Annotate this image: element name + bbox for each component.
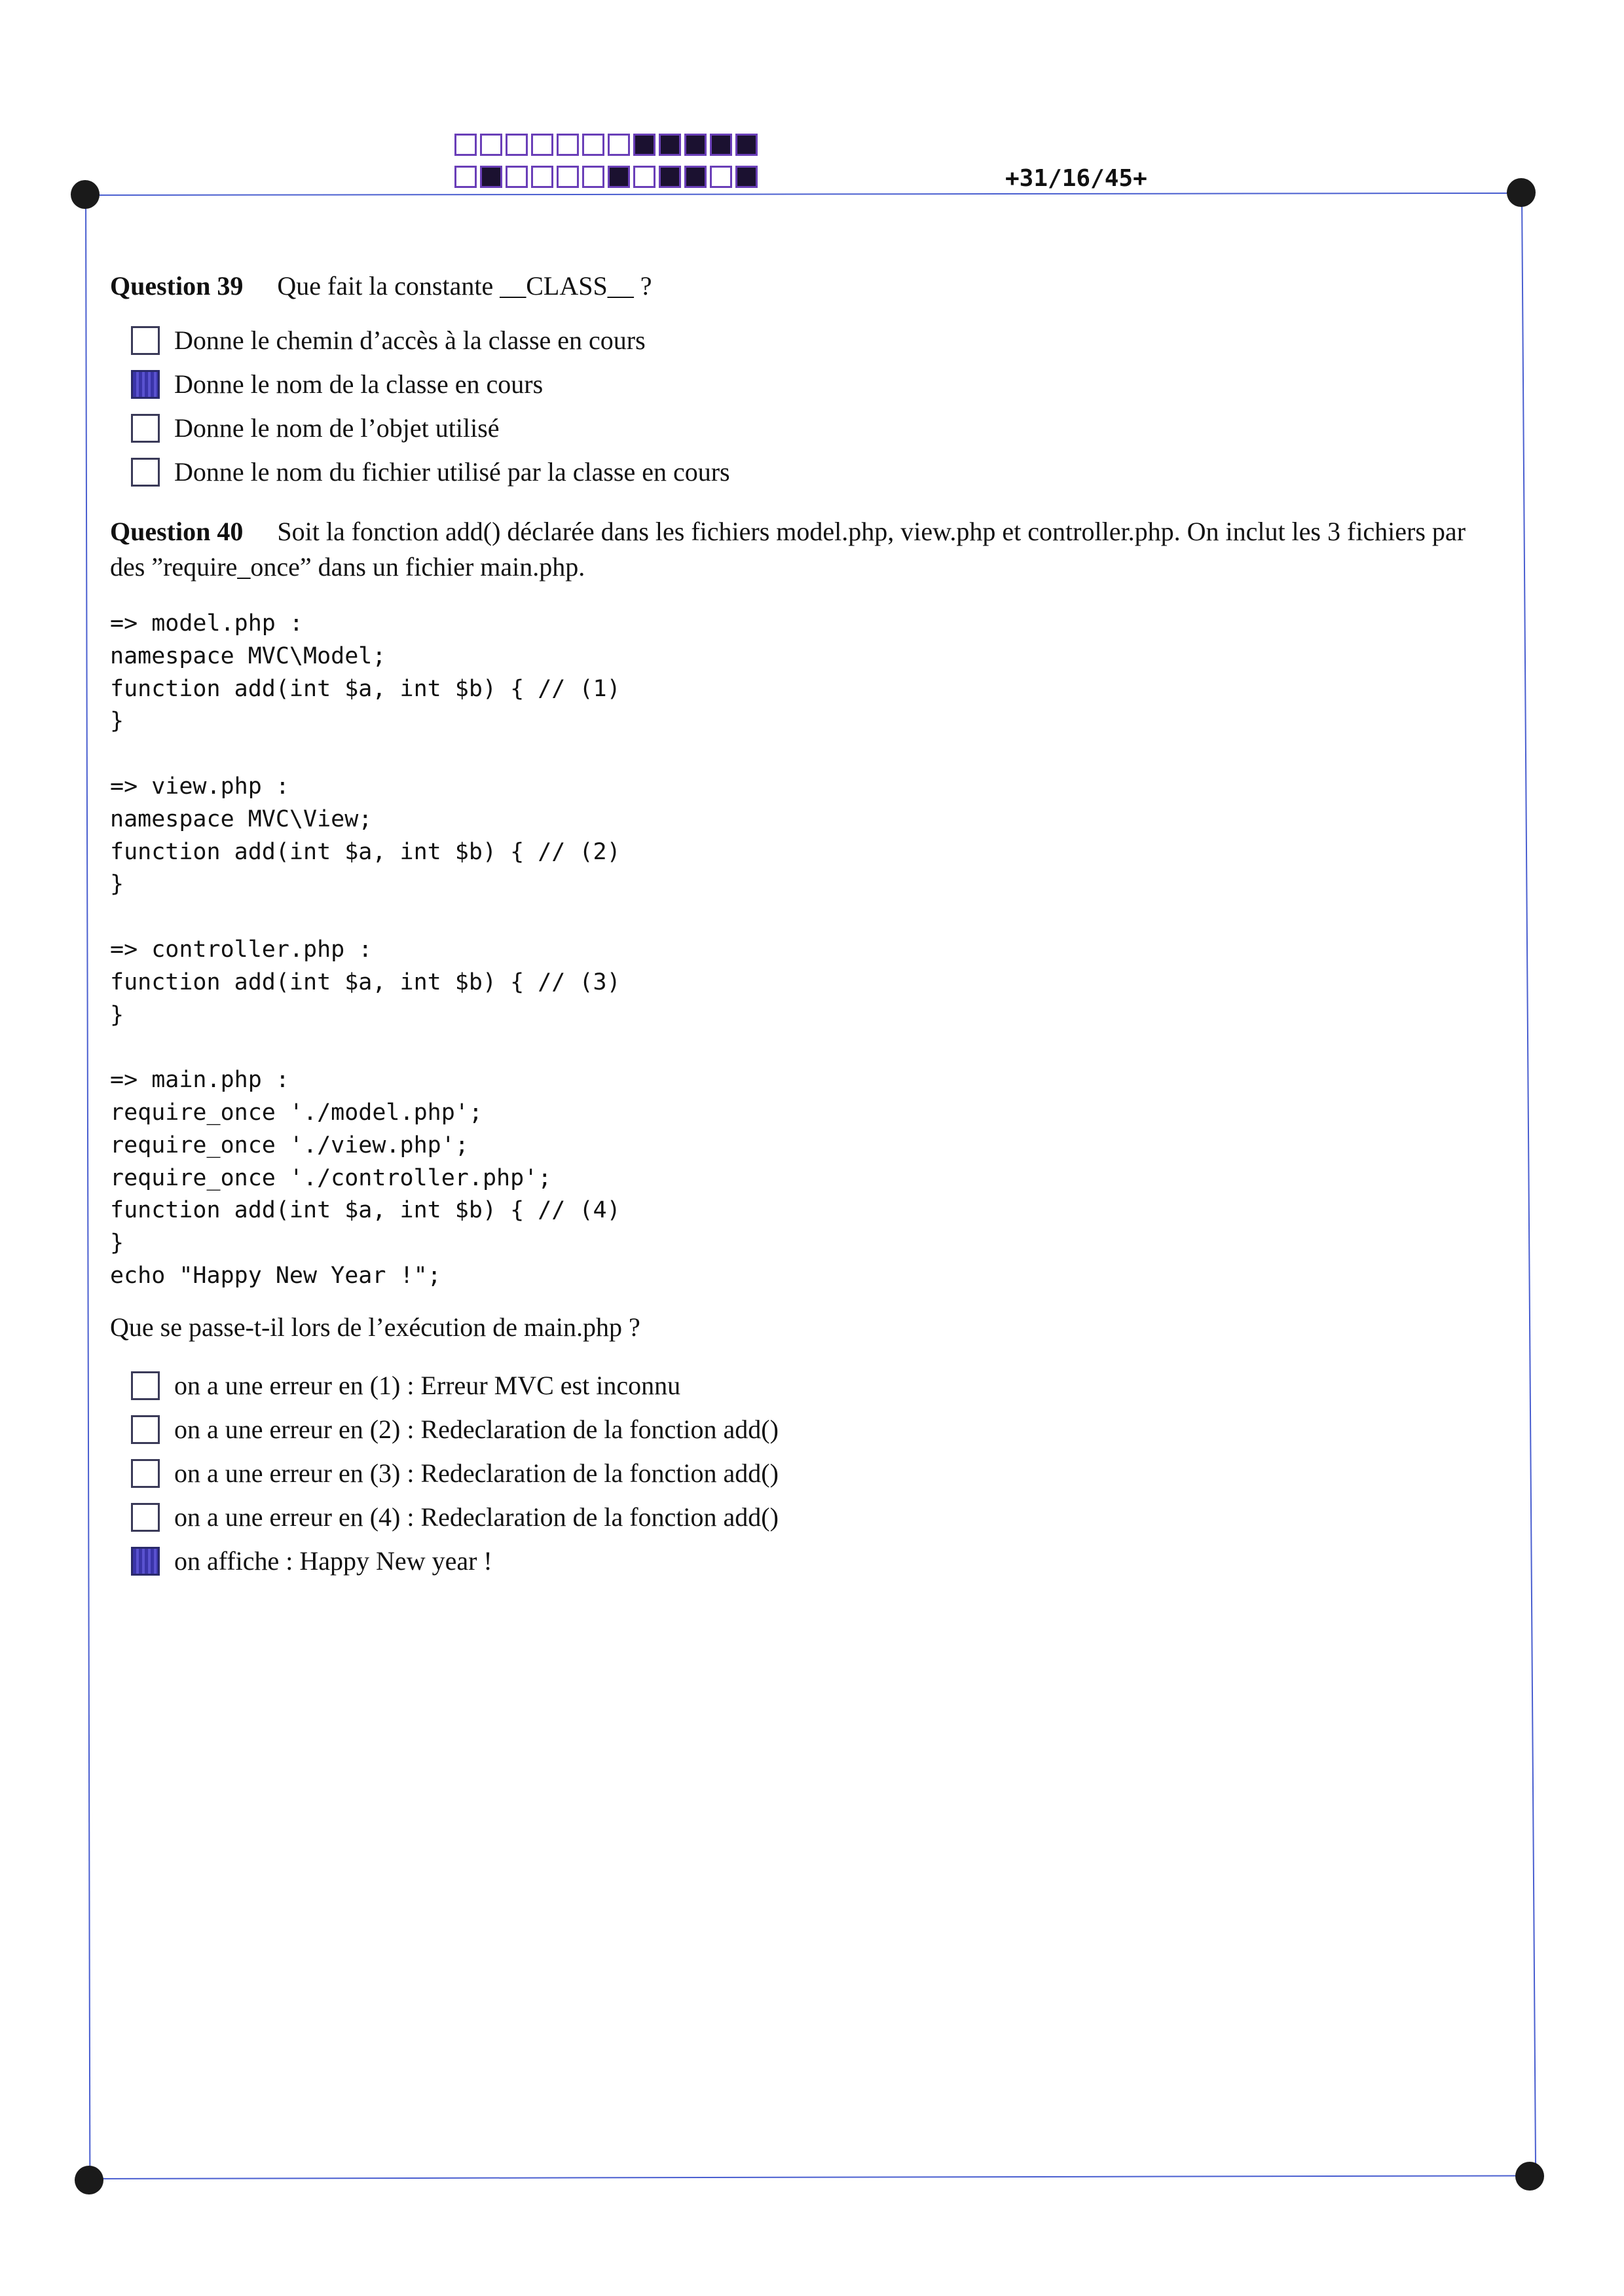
code-cell bbox=[480, 134, 502, 156]
frame-bottom-line bbox=[89, 2175, 1530, 2179]
question-number: Question 39 bbox=[110, 271, 244, 301]
code-cell bbox=[684, 134, 707, 156]
code-cell bbox=[608, 134, 630, 156]
checkbox[interactable] bbox=[131, 1371, 160, 1400]
choice-label: on a une erreur en (3) : Redeclaration de la fonction add() bbox=[174, 1458, 779, 1488]
checkbox[interactable] bbox=[131, 1415, 160, 1444]
choice-label: Donne le nom de l’objet utilisé bbox=[174, 413, 500, 443]
page-code-row-1 bbox=[454, 134, 761, 156]
code-cell bbox=[710, 166, 732, 188]
frame-right-line bbox=[1521, 193, 1536, 2178]
answer-choice[interactable] bbox=[131, 318, 730, 362]
question-text: Que fait la constante __CLASS__ ? bbox=[277, 271, 652, 301]
checkbox[interactable] bbox=[131, 1459, 160, 1488]
question-40-choices bbox=[131, 1363, 779, 1583]
choice-label: Donne le chemin d’accès à la classe en cours bbox=[174, 325, 646, 355]
code-cell bbox=[684, 166, 707, 188]
answer-choice[interactable] bbox=[131, 1451, 779, 1495]
code-cell bbox=[735, 166, 758, 188]
code-cell bbox=[582, 166, 604, 188]
code-cell bbox=[633, 166, 655, 188]
choice-label: on a une erreur en (2) : Redeclaration de la fonction add() bbox=[174, 1415, 779, 1444]
code-cell bbox=[659, 166, 681, 188]
question-number: Question 40 bbox=[110, 517, 244, 546]
question-prompt: Que se passe-t-il lors de l’exécution de main.php ? bbox=[110, 1312, 640, 1342]
checkbox[interactable] bbox=[131, 326, 160, 355]
code-cell bbox=[710, 134, 732, 156]
checkbox[interactable] bbox=[131, 1503, 160, 1532]
code-cell bbox=[557, 134, 579, 156]
code-listing: => model.php : namespace MVC\Model; function add(int $a, int $b) { // (1) } => view.php : namespace MVC\View; function add(int $a, int $b) { // (2) } => controller.php : function add(int $a, int $b) { // (3) } => main.php : require_once './model.php'; require_once './view.php'; require_once './controller.php'; function add(int $a, int $b) { // (4) } echo "Happy New Year !"; bbox=[110, 610, 621, 1289]
page-identifier: +31/16/45+ bbox=[1005, 165, 1147, 192]
code-cell bbox=[608, 166, 630, 188]
checkbox[interactable] bbox=[131, 1547, 160, 1576]
answer-choice[interactable] bbox=[131, 1363, 779, 1407]
question-39 bbox=[110, 268, 1498, 304]
corner-mark-bottom-right bbox=[1515, 2162, 1544, 2191]
question-40 bbox=[110, 514, 1498, 585]
corner-mark-bottom-left bbox=[75, 2166, 103, 2194]
answer-choice[interactable] bbox=[131, 1407, 779, 1451]
code-cell bbox=[633, 134, 655, 156]
page-code-row-2 bbox=[454, 166, 761, 188]
answer-choice[interactable] bbox=[131, 1495, 779, 1539]
question-text: Soit la fonction add() déclarée dans les fichiers model.php, view.php et controller.php. On inclut les 3 fichiers par des ”require_once” dans un fichier main.php. bbox=[110, 517, 1466, 582]
checkbox[interactable] bbox=[131, 414, 160, 443]
choice-label: Donne le nom de la classe en cours bbox=[174, 369, 544, 399]
code-cell bbox=[454, 134, 477, 156]
code-cell bbox=[506, 134, 528, 156]
code-cell bbox=[531, 166, 553, 188]
answer-choice[interactable] bbox=[131, 406, 730, 450]
corner-mark-top-left bbox=[71, 180, 100, 209]
code-cell bbox=[531, 134, 553, 156]
choice-label: on a une erreur en (1) : Erreur MVC est inconnu bbox=[174, 1371, 681, 1400]
frame-top-line bbox=[85, 193, 1523, 196]
answer-choice[interactable] bbox=[131, 362, 730, 406]
answer-choice[interactable] bbox=[131, 450, 730, 494]
code-cell bbox=[735, 134, 758, 156]
choice-label: Donne le nom du fichier utilisé par la classe en cours bbox=[174, 457, 730, 487]
code-cell bbox=[659, 134, 681, 156]
code-cell bbox=[454, 166, 477, 188]
choice-label: on a une erreur en (4) : Redeclaration de la fonction add() bbox=[174, 1502, 779, 1532]
checkbox[interactable] bbox=[131, 458, 160, 487]
code-cell bbox=[506, 166, 528, 188]
choice-label: on affiche : Happy New year ! bbox=[174, 1546, 492, 1576]
code-cell bbox=[582, 134, 604, 156]
answer-choice[interactable] bbox=[131, 1539, 779, 1583]
question-39-choices bbox=[131, 318, 730, 494]
code-cell bbox=[557, 166, 579, 188]
code-cell bbox=[480, 166, 502, 188]
frame-left-line bbox=[85, 194, 90, 2180]
checkbox[interactable] bbox=[131, 370, 160, 399]
corner-mark-top-right bbox=[1507, 178, 1536, 207]
